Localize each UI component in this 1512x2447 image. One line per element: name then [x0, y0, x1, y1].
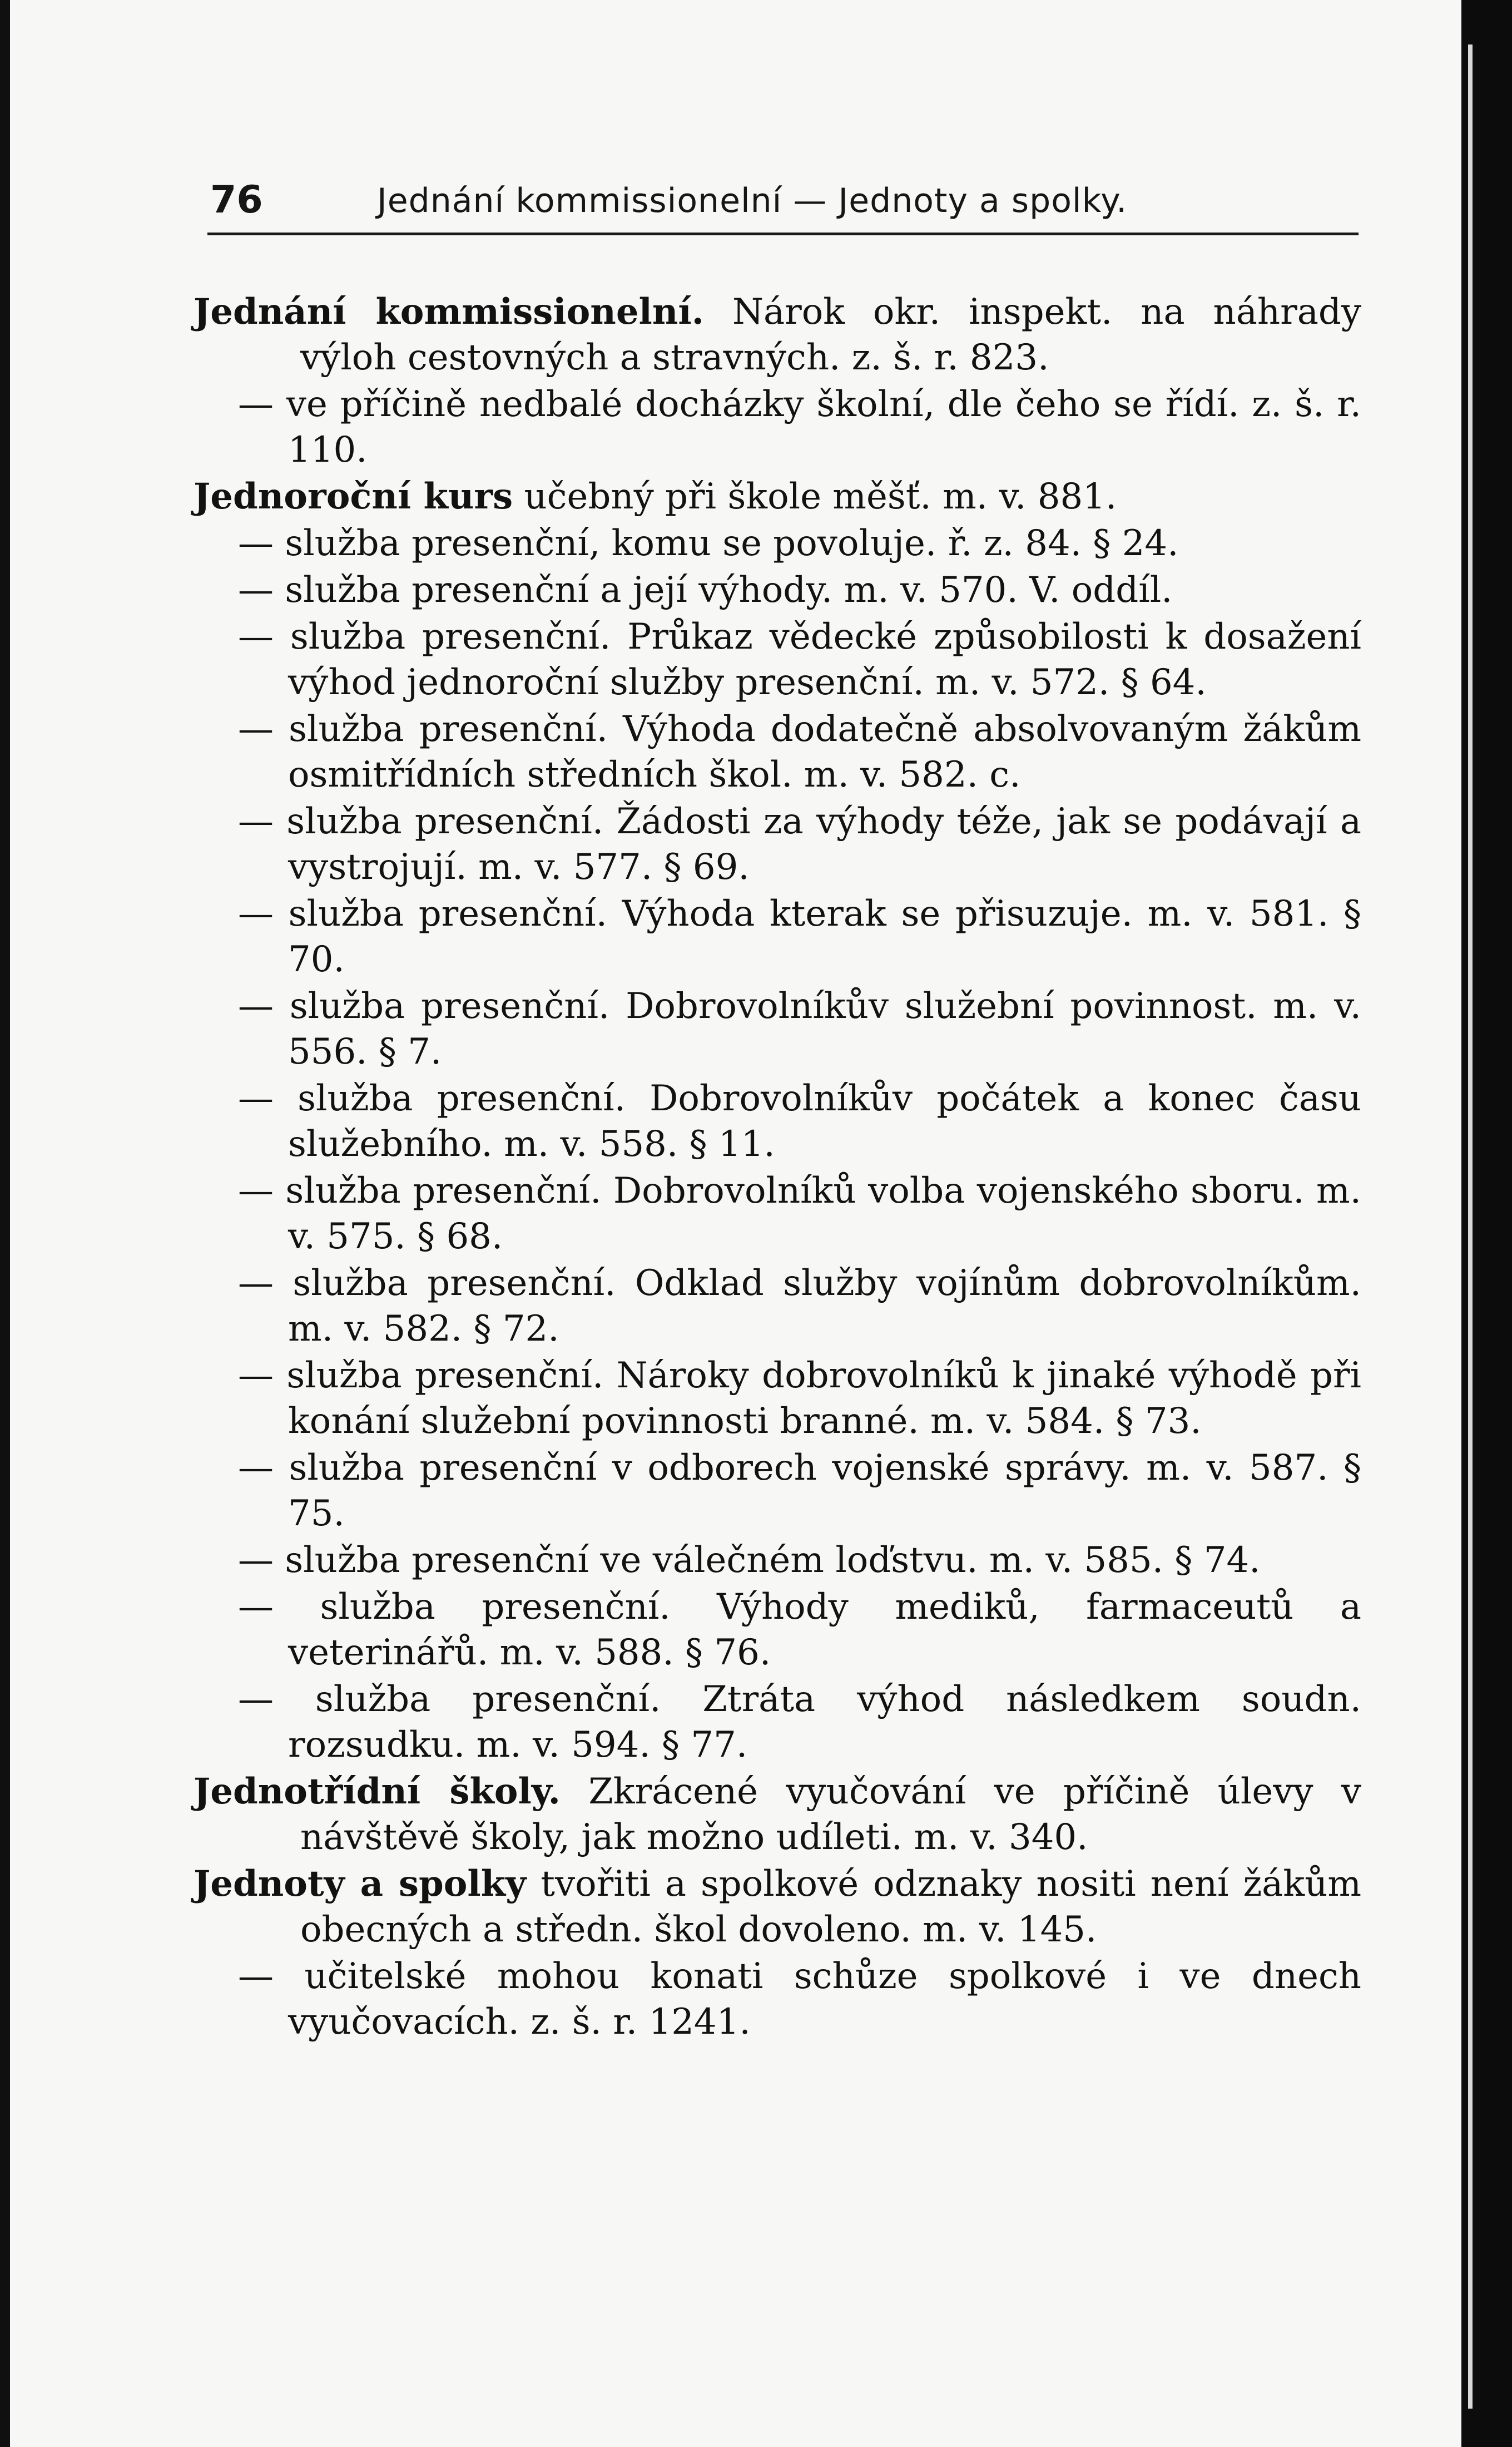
sub-entry: — služba presenční ve válečném loďstvu. m. v. 585. § 74. [238, 1540, 1261, 1581]
entry-jednotridni-skoly [194, 1769, 1361, 1860]
sub-entry: — služba presenční. Dobrovolníkův služební povinnost. m. v. 556. § 7. [238, 986, 1361, 1072]
sub-entry: — služba presenční. Ztráta výhod následkem soudn. rozsudku. m. v. 594. § 77. [238, 1679, 1361, 1766]
sub-entry: — služba presenční. Dobrovolníků volba vojenského sboru. m. v. 575. § 68. [238, 1170, 1361, 1257]
entry-text: Nárok okr. inspekt. na náhrady výloh cestovných a stravných. z. š. r. 823. [300, 291, 1362, 378]
sub-entry: — služba presenční. Nároky dobrovolníků k jinaké výhodě při konání služební povinnosti branné. m. v. 584. § 73. [238, 1355, 1361, 1442]
index-entries [194, 289, 1361, 2046]
page-header [210, 167, 1356, 234]
sub-entry: — služba presenční. Průkaz vědecké způsobilosti k dosažení výhod jednoroční služby presenční. m. v. 572. § 64. [238, 616, 1361, 703]
sub-entry: — služba presenční v odborech vojenské správy. m. v. 587. § 75. [238, 1447, 1361, 1534]
sub-entry: — služba presenční. Výhoda dodatečně absolvovaným žákům osmitřídních středních škol. m. v. 582. c. [238, 709, 1361, 795]
entry-text: tvořiti a spolkové odznaky nositi není žákům obecných a středn. škol dovoleno. m. v. 145. [300, 1863, 1362, 1950]
page [10, 0, 1461, 2447]
sub-entry: — učitelské mohou konati schůze spolkové i ve dnech vyučovacích. z. š. r. 1241. [238, 1956, 1361, 2043]
sub-entry: — služba presenční. Výhoda kterak se přisuzuje. m. v. 581. § 70. [238, 893, 1361, 980]
running-title: Jednání kommissionelní — Jednoty a spolky. [377, 181, 1128, 220]
entry-head: Jednotřídní školy. [194, 1771, 561, 1812]
sub-entry: — služba presenční. Odklad služby vojínům dobrovolníkům. m. v. 582. § 72. [238, 1263, 1361, 1349]
scan-border-line [1468, 45, 1473, 2409]
entry-head: Jednání kommissionelní. [194, 291, 704, 333]
sub-entry: — služba presenční a její výhody. m. v. 570. V. oddíl. [238, 570, 1173, 611]
sub-entry: — služba presenční. Dobrovolníkův počátek a konec času služebního. m. v. 558. § 11. [238, 1078, 1361, 1165]
sub-entry: — služba presenční. Výhody mediků, farmaceutů a veterinářů. m. v. 588. § 76. [238, 1586, 1361, 1673]
page-number: 76 [210, 178, 263, 222]
header-rule [207, 233, 1359, 235]
sub-entry: — služba presenční. Žádosti za výhody téže, jak se podávají a vystrojují. m. v. 577. § 69. [238, 801, 1361, 888]
entry-jednoty-a-spolky [194, 1861, 1361, 1952]
entry-head: Jednoroční kurs [194, 476, 513, 517]
sub-entry: — služba presenční, komu se povoluje. ř. z. 84. § 24. [238, 523, 1179, 564]
entry-text: učebný při škole měšť. m. v. 881. [524, 476, 1117, 517]
entry-head: Jednoty a spolky [194, 1863, 527, 1905]
entry-jednani-kommissionelni [194, 289, 1361, 380]
entry-text: Zkrácené vyučování ve příčině úlevy v návštěvě školy, jak možno udíleti. m. v. 340. [300, 1771, 1361, 1858]
sub-entry: — ve příčině nedbalé docházky školní, dle čeho se řídí. z. š. r. 110. [238, 384, 1361, 471]
entry-jednorocni-kurs [194, 474, 1361, 520]
